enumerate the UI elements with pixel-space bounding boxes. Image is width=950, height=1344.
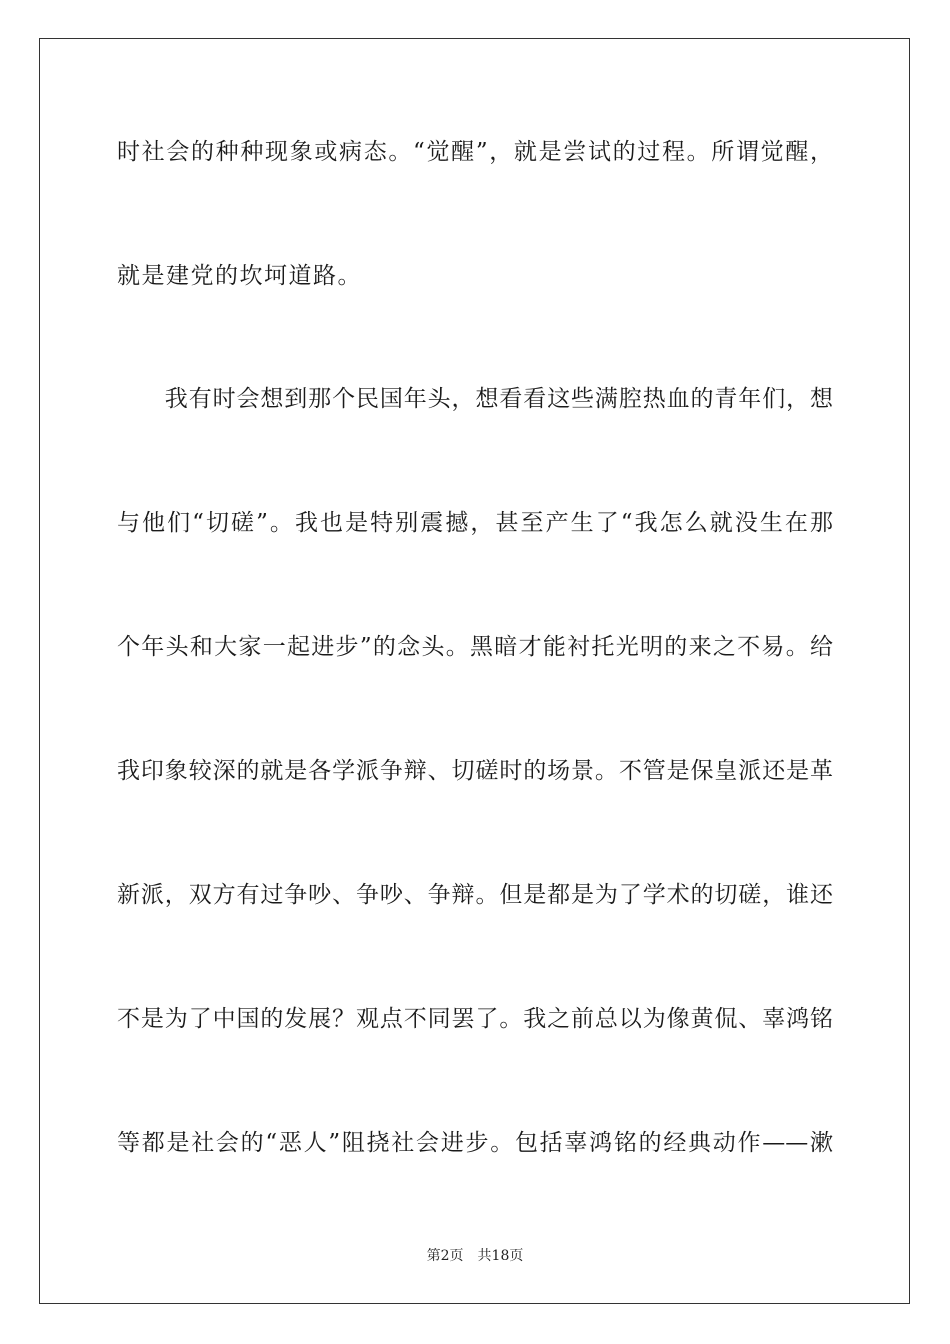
page-border — [39, 38, 910, 1304]
page-total: 共18页 — [477, 1248, 524, 1264]
text-line: 就是建党的坎坷道路。 — [117, 263, 362, 289]
text-line: 不是为了中国的发展？观点不同罢了。我之前总以为像黄侃、辜鸿铭 — [117, 1006, 833, 1032]
text-line: 我有时会想到那个民国年头，想看看这些满腔热血的青年们，想 — [117, 386, 833, 412]
text-line: 新派，双方有过争吵、争吵、争辩。但是都是为了学术的切磋，谁还 — [117, 882, 833, 908]
text-line: 个年头和大家一起进步”的念头。黑暗才能衬托光明的来之不易。给 — [117, 634, 833, 660]
text-line: 我印象较深的就是各学派争辩、切磋时的场景。不管是保皇派还是革 — [117, 758, 833, 784]
text-line: 与他们“切磋”。我也是特别震撼，甚至产生了“我怎么就没生在那 — [117, 510, 833, 536]
text-line: 等都是社会的“恶人”阻挠社会进步。包括辜鸿铭的经典动作——漱 — [117, 1130, 833, 1156]
text-line: 时社会的种种现象或病态。“觉醒”，就是尝试的过程。所谓觉醒， — [117, 139, 833, 165]
page-footer — [0, 1246, 950, 1266]
page-number: 第2页 — [426, 1248, 464, 1264]
